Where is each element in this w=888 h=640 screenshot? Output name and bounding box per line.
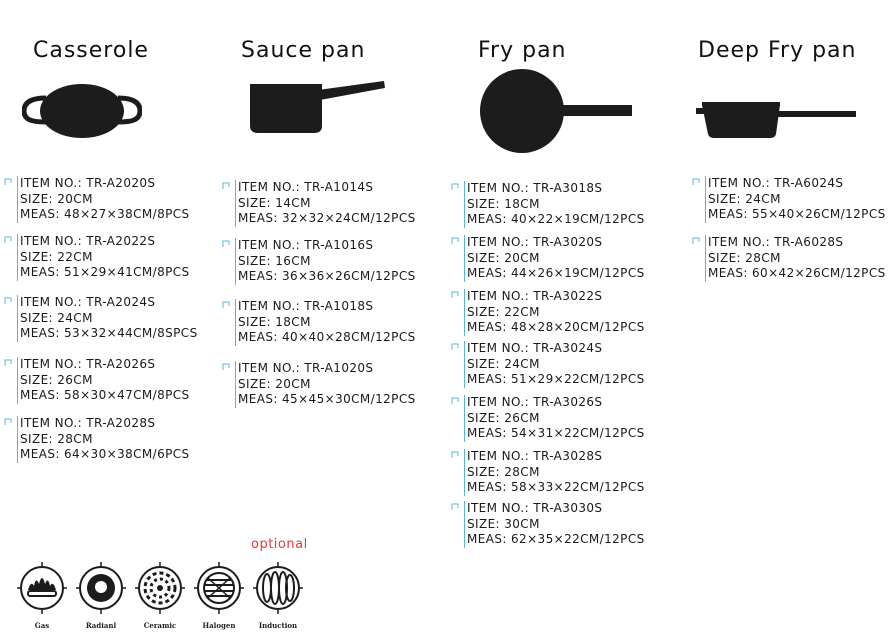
divider <box>464 449 465 496</box>
divider <box>235 299 236 346</box>
square-bullet-icon <box>222 301 230 309</box>
item-number: ITEM NO.: TR-A3030S <box>467 501 603 515</box>
item-meas: MEAS: 54×31×22CM/12PCS <box>467 426 645 440</box>
item-meas: MEAS: 40×40×28CM/12PCS <box>238 330 416 344</box>
item-number: ITEM NO.: TR-A2022S <box>20 234 156 248</box>
item-number: ITEM NO.: TR-A3026S <box>467 395 603 409</box>
item-meas: MEAS: 40×22×19CM/12PCS <box>467 212 645 226</box>
square-bullet-icon <box>4 359 12 367</box>
item-meas: MEAS: 32×32×24CM/12PCS <box>238 211 416 225</box>
item-meas: MEAS: 55×40×26CM/12PCS <box>708 207 886 221</box>
item-size: SIZE: 24CM <box>708 191 781 206</box>
divider <box>17 416 18 463</box>
item-meas: MEAS: 44×26×19CM/12PCS <box>467 266 645 280</box>
item-number: ITEM NO.: TR-A1014S <box>238 180 374 194</box>
item-size: SIZE: 24CM <box>467 356 540 371</box>
item-size: SIZE: 22CM <box>467 304 540 319</box>
divider <box>235 238 236 285</box>
ceramic-label: Ceramic <box>143 621 177 630</box>
spec-item <box>20 357 220 404</box>
item-size: SIZE: 26CM <box>467 410 540 425</box>
square-bullet-icon <box>4 297 12 305</box>
item-size: SIZE: 14CM <box>238 195 311 210</box>
item-number: ITEM NO.: TR-A2028S <box>20 416 156 430</box>
divider <box>17 234 18 281</box>
item-meas: MEAS: 51×29×22CM/12PCS <box>467 372 645 386</box>
item-meas: MEAS: 64×30×38CM/6PCS <box>20 447 190 461</box>
item-meas: MEAS: 62×35×22CM/12PCS <box>467 532 645 546</box>
spec-item <box>467 181 667 228</box>
item-number: ITEM NO.: TR-A3022S <box>467 289 603 303</box>
halogen-label: Halogen <box>202 621 236 630</box>
square-bullet-icon <box>222 240 230 248</box>
square-bullet-icon <box>222 182 230 190</box>
square-bullet-icon <box>222 363 230 371</box>
item-number: ITEM NO.: TR-A2024S <box>20 295 156 309</box>
spec-item <box>20 176 220 223</box>
item-size: SIZE: 18CM <box>467 196 540 211</box>
item-size: SIZE: 20CM <box>467 250 540 265</box>
divider <box>464 501 465 548</box>
square-bullet-icon <box>451 291 459 299</box>
square-bullet-icon <box>451 343 459 351</box>
spec-item <box>20 416 220 463</box>
item-number: ITEM NO.: TR-A1018S <box>238 299 374 313</box>
radiant-label: Radianl <box>85 621 117 630</box>
item-size: SIZE: 18CM <box>238 314 311 329</box>
square-bullet-icon <box>692 178 700 186</box>
divider <box>464 289 465 336</box>
square-bullet-icon <box>4 236 12 244</box>
fry-pan-icon <box>478 68 634 154</box>
title-fry-pan: Fry pan <box>478 38 567 63</box>
spec-item <box>467 395 667 442</box>
divider <box>17 357 18 404</box>
gas-stove-icon <box>17 558 67 618</box>
induction-stove-icon <box>253 558 303 618</box>
square-bullet-icon <box>692 237 700 245</box>
ceramic-stove-icon <box>135 558 185 618</box>
item-size: SIZE: 20CM <box>238 376 311 391</box>
spec-item <box>238 180 438 227</box>
item-number: ITEM NO.: TR-A3020S <box>467 235 603 249</box>
item-meas: MEAS: 51×29×41CM/8PCS <box>20 265 190 279</box>
spec-item <box>238 299 438 346</box>
item-number: ITEM NO.: TR-A1016S <box>238 238 374 252</box>
gas-label: Gas <box>34 621 50 630</box>
casserole-icon <box>22 84 142 140</box>
divider <box>464 341 465 388</box>
divider <box>464 235 465 282</box>
spec-item <box>20 234 220 281</box>
square-bullet-icon <box>4 178 12 186</box>
spec-item <box>467 501 667 548</box>
item-meas: MEAS: 60×42×26CM/12PCS <box>708 266 886 280</box>
item-number: ITEM NO.: TR-A2020S <box>20 176 156 190</box>
item-size: SIZE: 28CM <box>467 464 540 479</box>
item-size: SIZE: 24CM <box>20 310 93 325</box>
item-number: ITEM NO.: TR-A6028S <box>708 235 844 249</box>
spec-item <box>238 361 438 408</box>
divider <box>464 395 465 442</box>
deep-fry-pan-icon <box>696 98 858 140</box>
halogen-stove-icon <box>194 558 244 618</box>
item-size: SIZE: 28CM <box>20 431 93 446</box>
optional-label: optional <box>251 537 308 552</box>
item-meas: MEAS: 45×45×30CM/12PCS <box>238 392 416 406</box>
item-number: ITEM NO.: TR-A2026S <box>20 357 156 371</box>
title-deep-fry-pan: Deep Fry pan <box>698 38 857 63</box>
item-meas: MEAS: 36×36×26CM/12PCS <box>238 269 416 283</box>
spec-item <box>238 238 438 285</box>
sauce-pan-icon <box>248 78 388 136</box>
spec-item <box>467 341 667 388</box>
title-casserole: Casserole <box>33 38 149 63</box>
square-bullet-icon <box>451 503 459 511</box>
divider <box>464 181 465 228</box>
item-meas: MEAS: 48×27×38CM/8PCS <box>20 207 190 221</box>
square-bullet-icon <box>451 451 459 459</box>
item-size: SIZE: 28CM <box>708 250 781 265</box>
spec-item <box>467 289 667 336</box>
divider <box>705 235 706 282</box>
spec-item <box>467 449 667 496</box>
item-number: ITEM NO.: TR-A6024S <box>708 176 844 190</box>
divider <box>235 361 236 408</box>
divider <box>235 180 236 227</box>
divider <box>705 176 706 223</box>
spec-item <box>708 176 888 223</box>
item-number: ITEM NO.: TR-A3018S <box>467 181 603 195</box>
square-bullet-icon <box>451 183 459 191</box>
spec-item <box>708 235 888 282</box>
item-meas: MEAS: 58×33×22CM/12PCS <box>467 480 645 494</box>
divider <box>17 176 18 223</box>
square-bullet-icon <box>4 418 12 426</box>
item-size: SIZE: 20CM <box>20 191 93 206</box>
square-bullet-icon <box>451 237 459 245</box>
item-meas: MEAS: 48×28×20CM/12PCS <box>467 320 645 334</box>
spec-item <box>467 235 667 282</box>
item-number: ITEM NO.: TR-A1020S <box>238 361 374 375</box>
radiant-stove-icon <box>76 558 126 618</box>
item-number: ITEM NO.: TR-A3024S <box>467 341 603 355</box>
divider <box>17 295 18 342</box>
item-size: SIZE: 30CM <box>467 516 540 531</box>
item-size: SIZE: 22CM <box>20 249 93 264</box>
induction-label: Induction <box>258 621 298 630</box>
item-size: SIZE: 16CM <box>238 253 311 268</box>
square-bullet-icon <box>451 397 459 405</box>
item-meas: MEAS: 58×30×47CM/8PCS <box>20 388 190 402</box>
item-size: SIZE: 26CM <box>20 372 93 387</box>
item-number: ITEM NO.: TR-A3028S <box>467 449 603 463</box>
title-sauce-pan: Sauce pan <box>241 38 366 63</box>
spec-item <box>20 295 220 342</box>
item-meas: MEAS: 53×32×44CM/8SPCS <box>20 326 198 340</box>
